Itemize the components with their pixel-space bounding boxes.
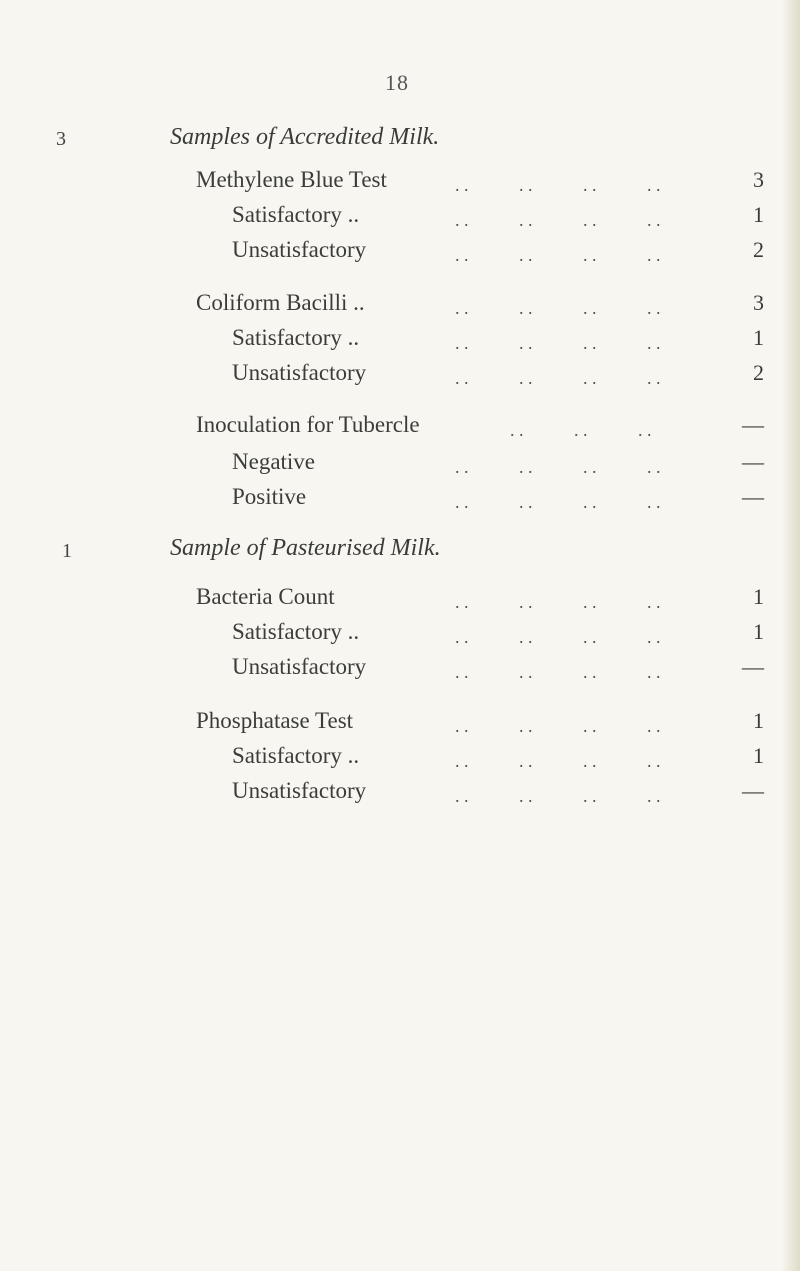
- table-row: [0, 167, 800, 199]
- table-row: [0, 360, 800, 392]
- row-label: Bacteria Count: [196, 584, 335, 609]
- dot-leaders: . . . . . . . .: [455, 333, 661, 353]
- row-label: Satisfactory ..: [232, 619, 360, 644]
- row-label: Satisfactory ..: [232, 325, 360, 350]
- table-row: [0, 619, 800, 651]
- table-row: [0, 484, 800, 516]
- dot-leaders: . . . . . . . .: [455, 175, 661, 195]
- section-count: 3: [56, 128, 66, 150]
- table-row: [0, 584, 800, 616]
- table-row: [0, 708, 800, 740]
- table-row: [0, 743, 800, 775]
- row-value: —: [742, 654, 764, 679]
- row-value: 2: [753, 360, 764, 385]
- row-label: Unsatisfactory: [232, 237, 367, 262]
- row-value: —: [742, 449, 764, 474]
- row-value: 1: [753, 619, 764, 644]
- row-value: 1: [753, 584, 764, 609]
- row-label: Inoculation for Tubercle: [196, 412, 420, 437]
- dot-leaders: . . . . . .: [510, 420, 652, 440]
- row-value: 3: [753, 167, 764, 192]
- dot-leaders: . . . . . . . .: [455, 786, 661, 806]
- row-value: 1: [753, 202, 764, 227]
- dot-leaders: . . . . . . . .: [455, 592, 661, 612]
- row-value: —: [742, 412, 764, 437]
- table-row: [0, 325, 800, 357]
- table-row: [0, 449, 800, 481]
- row-label: Coliform Bacilli ..: [196, 290, 365, 315]
- dot-leaders: . . . . . . . .: [455, 662, 661, 682]
- row-value: —: [742, 484, 764, 509]
- dot-leaders: . . . . . . . .: [455, 368, 661, 388]
- table-row: [0, 412, 800, 444]
- row-label: Phosphatase Test: [196, 708, 354, 733]
- dot-leaders: . . . . . . . .: [455, 627, 661, 647]
- row-value: 1: [753, 708, 764, 733]
- table-row: [0, 654, 800, 686]
- row-value: 3: [753, 290, 764, 315]
- section-title: Sample of Pasteurised Milk.: [170, 535, 441, 561]
- dot-leaders: . . . . . . . .: [455, 751, 661, 771]
- row-label: Methylene Blue Test: [196, 167, 387, 192]
- page-number: 18: [385, 70, 409, 95]
- row-label: Unsatisfactory: [232, 778, 367, 803]
- row-value: —: [742, 778, 764, 803]
- row-label: Positive: [232, 484, 307, 509]
- dot-leaders: . . . . . . . .: [455, 716, 661, 736]
- dot-leaders: . . . . . . . .: [455, 298, 661, 318]
- table-row: [0, 202, 800, 234]
- row-value: 1: [753, 743, 764, 768]
- dot-leaders: . . . . . . . .: [455, 245, 661, 265]
- dot-leaders: . . . . . . . .: [455, 457, 661, 477]
- table-row: [0, 290, 800, 322]
- table-row: [0, 778, 800, 810]
- section-count: 1: [62, 540, 72, 562]
- row-label: Unsatisfactory: [232, 654, 367, 679]
- dot-leaders: . . . . . . . .: [455, 210, 661, 230]
- row-label: Unsatisfactory: [232, 360, 367, 385]
- section-title: Samples of Accredited Milk.: [170, 124, 440, 150]
- row-label: Negative: [232, 449, 316, 474]
- row-value: 1: [753, 325, 764, 350]
- dot-leaders: . . . . . . . .: [455, 492, 661, 512]
- row-label: Satisfactory ..: [232, 743, 360, 768]
- row-value: 2: [753, 237, 764, 262]
- table-row: [0, 237, 800, 269]
- row-label: Satisfactory ..: [232, 202, 360, 227]
